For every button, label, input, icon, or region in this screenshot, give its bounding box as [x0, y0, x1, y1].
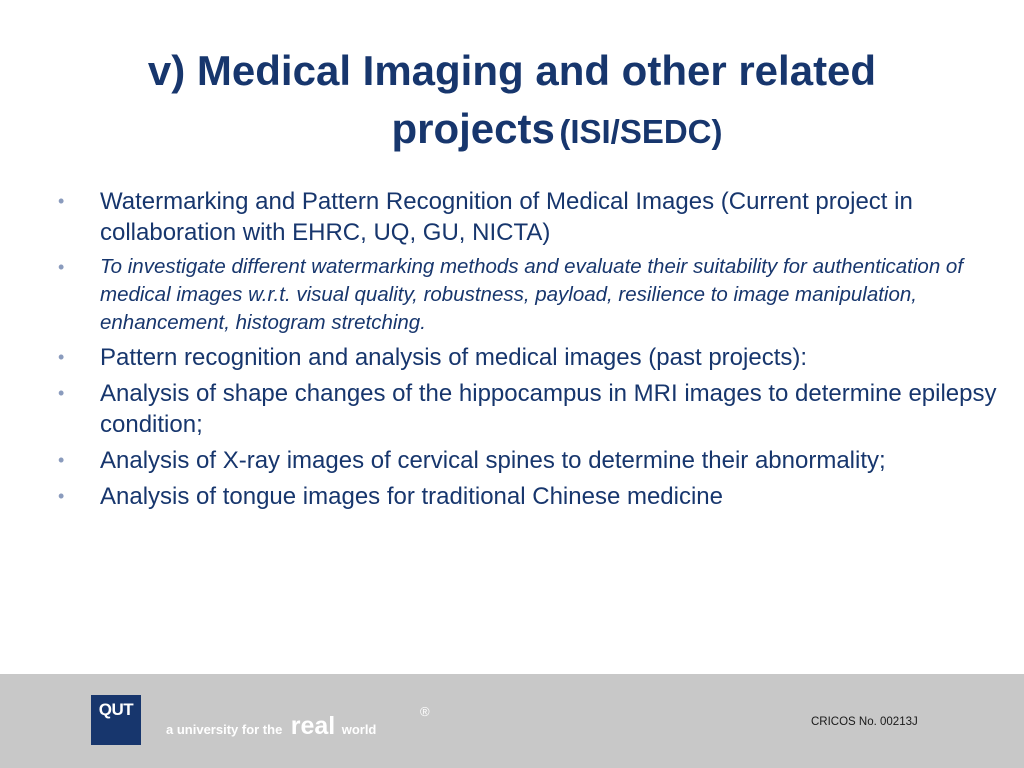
title-line-2-small: (ISI/SEDC): [559, 113, 723, 150]
bullet-text: Analysis of X-ray images of cervical spines to determine their abnormality;: [100, 447, 886, 474]
tagline-suffix: world: [341, 722, 377, 737]
bullet-item: [58, 186, 998, 248]
bullet-item: [58, 481, 998, 512]
slide-title: [0, 42, 1024, 168]
bullet-icon: •: [58, 486, 65, 506]
bullet-item: [58, 445, 998, 476]
bullet-text: To investigate different watermarking methods and evaluate their suitability for authentication of medical images w.r.t. visual quality, robustness, payload, resilience to image manipulation, enhancement, histogram stretching.: [100, 255, 964, 334]
title-line-2: [0, 100, 1024, 168]
bullet-item: [58, 378, 998, 440]
footer-bar: [0, 674, 1024, 768]
bullet-icon: •: [58, 383, 65, 403]
bullet-text: Pattern recognition and analysis of medical images (past projects):: [100, 344, 808, 371]
tagline-prefix: a university for the: [166, 722, 283, 737]
bullet-list: [58, 186, 998, 517]
bullet-icon: •: [58, 347, 65, 367]
bullet-item: [58, 342, 998, 373]
qut-logo: [91, 695, 141, 745]
bullet-text: Watermarking and Pattern Recognition of Medical Images (Current project in collaboration with EHRC, UQ, GU, NICTA): [100, 188, 913, 246]
bullet-item: [58, 253, 998, 337]
tagline: [166, 712, 376, 741]
bullet-text: Analysis of shape changes of the hippocampus in MRI images to determine epilepsy condition;: [100, 380, 997, 438]
bullet-icon: •: [58, 257, 65, 277]
bullet-icon: •: [58, 191, 65, 211]
bullet-text: Analysis of tongue images for traditional Chinese medicine: [100, 483, 724, 510]
tagline-real: real: [290, 712, 336, 740]
registered-mark: ®: [420, 704, 430, 719]
logo-text: QUT: [98, 700, 134, 719]
cricos-number: CRICOS No. 00213J: [811, 716, 918, 728]
bullet-icon: •: [58, 450, 65, 470]
title-line-2-main: projects: [391, 105, 555, 152]
title-line-1: v) Medical Imaging and other related: [147, 47, 877, 94]
